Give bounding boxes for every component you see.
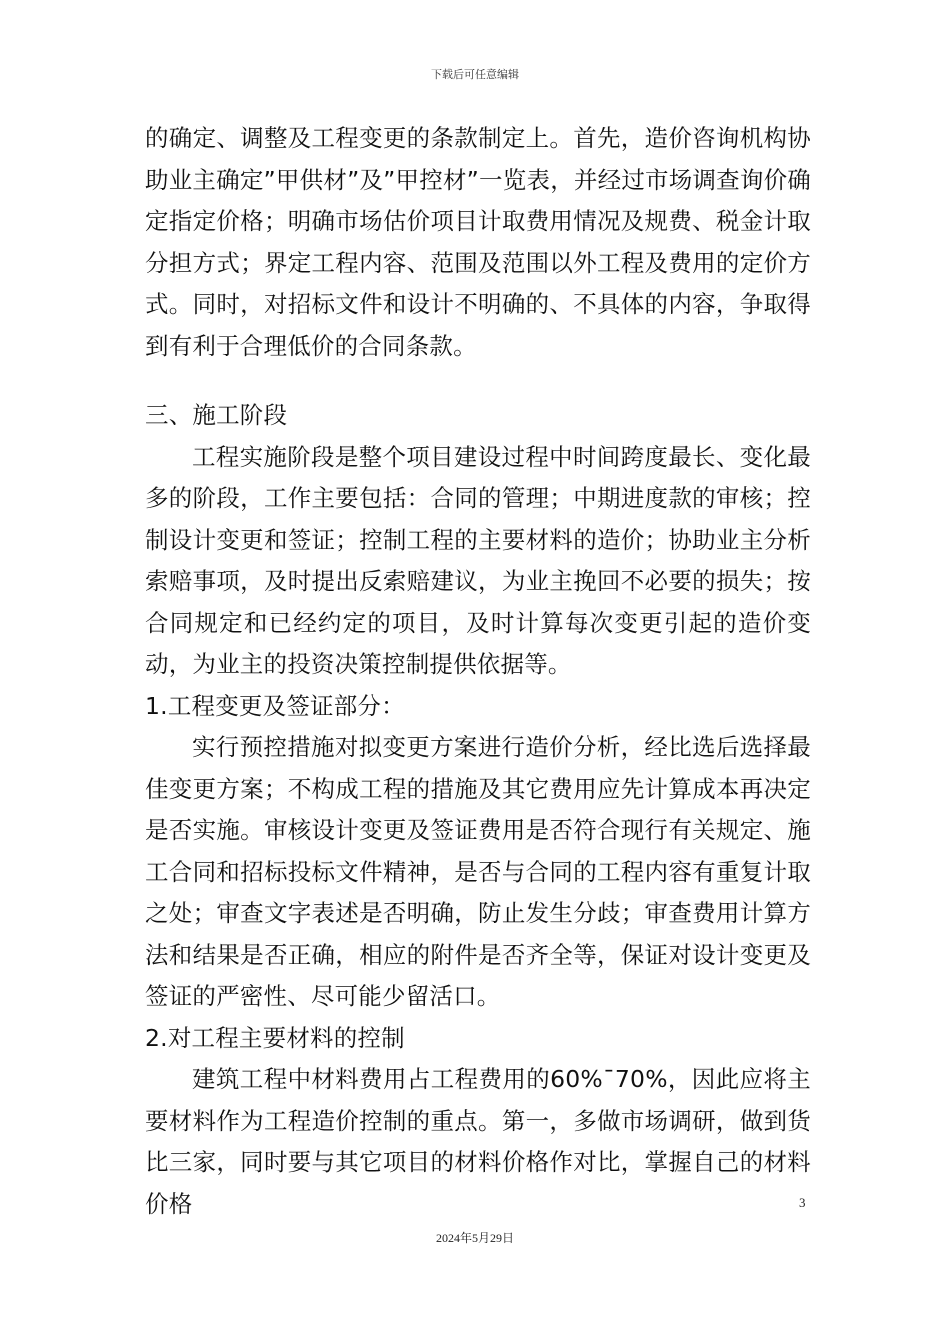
document-body xyxy=(145,118,811,1225)
subheading-material-control: 2.对工程主要材料的控制 xyxy=(145,1023,405,1052)
subheading-change-and-visa: 1.工程变更及签证部分： xyxy=(145,691,405,720)
paragraph-construction-stage: 工程实施阶段是整个项目建设过程中时间跨度最长、变化最多的阶段，工作主要包括：合同的管理；中期进度款的审核；控制设计变更和签证；控制工程的主要材料的造价；协助业主分析索赔事项，及时提出反索赔建议，为业主挽回不必要的损失；按合同规定和已经约定的项目，及时计算每次变更引起的造价变动，为业主的投资决策控制提供依据等。 xyxy=(145,442,811,678)
paragraph-change-and-visa: 实行预控措施对拟变更方案进行造价分析，经比选后选择最佳变更方案；不构成工程的措施及其它费用应先计算成本再决定是否实施。审核设计变更及签证费用是否符合现行有关规定、施工合同和招标投标文件精神，是否与合同的工程内容有重复计取之处；审查文字表述是否明确，防止发生分歧；审查费用计算方法和结果是否正确，相应的附件是否齐全等，保证对设计变更及签证的严密性、尽可能少留活口。 xyxy=(145,733,811,1010)
section-heading-construction-stage: 三、施工阶段 xyxy=(145,401,288,429)
page-number: 3 xyxy=(799,1195,806,1210)
paragraph-material-control: 建筑工程中材料费用占工程费用的60%¯70%，因此应将主要材料作为工程造价控制的重点。第一，多做市场调研，做到货比三家，同时要与其它项目的材料价格作对比，掌握自己的材料价格 xyxy=(145,1065,811,1218)
page-footer-date: 2024年5月29日 xyxy=(435,1231,514,1245)
page-header: 下载后可任意编辑 xyxy=(431,68,519,81)
paragraph-contract-terms: 的确定、调整及工程变更的条款制定上。首先，造价咨询机构协助业主确定”甲供材”及”甲控材”一览表，并经过市场调查询价确定指定价格；明确市场估价项目计取费用情况及规费、税金计取分担方式；界定工程内容、范围及范围以外工程及费用的定价方式。同时，对招标文件和设计不明确的、不具体的内容，争取得到有利于合理低价的合同条款。 xyxy=(145,124,811,360)
